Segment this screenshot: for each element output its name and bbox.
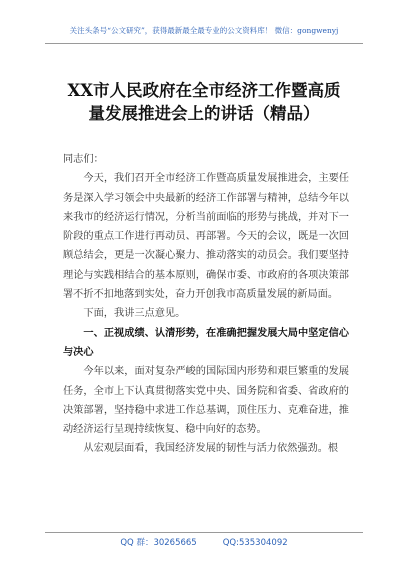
- title-line-1: XX市人民政府在全市经济工作暨高质: [67, 81, 341, 100]
- footer-qq-group: QQ 群：30265665: [120, 538, 197, 548]
- footer-contacts: [0, 536, 408, 548]
- paragraph: 从宏观层面看，我国经济发展的韧性与活力依然强劲。根: [83, 443, 339, 455]
- footer-qq-number: QQ:535304092: [222, 538, 288, 548]
- header-divider: [45, 43, 363, 44]
- paragraph: 下面，我讲三点意见。: [83, 308, 186, 320]
- document-title: [40, 79, 368, 125]
- title-line-2: 量发展推进会上的讲话（精品）: [88, 104, 320, 123]
- paragraph: 今天，我们召开全市经济工作暨高质量发展推进会，主要任务是深入学习领会中央最新的经济工作部署与精神，总结今年以来我市的经济运行情况，分析当前面临的形势与挑战，并对下一阶段的重点工作进行再动员、再部署。今天的会议，既是一次回顾总结会，更是一次凝心聚力、推动落实的动员会。我们要坚持理论与实践相结合的基本原则，确保市委、市政府的各项决策部署不折不扣地落到实处，奋力开创我市高质量发展的新局面。: [63, 173, 349, 301]
- header-notice: 关注头条号“公文研究”，获得最新最全最专业的公文资料库！ 微信：gongwenyj: [69, 26, 339, 35]
- paragraph: 今年以来，面对复杂严峻的国际国内形势和艰巨繁重的发展任务，全市上下认真贯彻落实党中央、国务院和省委、省政府的决策部署，坚持稳中求进工作总基调，顶住压力、克难奋进，推动经济运行呈现持续恢复、稳中向好的态势。: [63, 366, 349, 436]
- document-body: [63, 150, 349, 459]
- footer-divider: [45, 532, 363, 533]
- section-heading: 一、正视成绩、认清形势，在准确把握发展大局中坚定信心与决心: [63, 327, 349, 358]
- salutation: 同志们：: [63, 154, 104, 165]
